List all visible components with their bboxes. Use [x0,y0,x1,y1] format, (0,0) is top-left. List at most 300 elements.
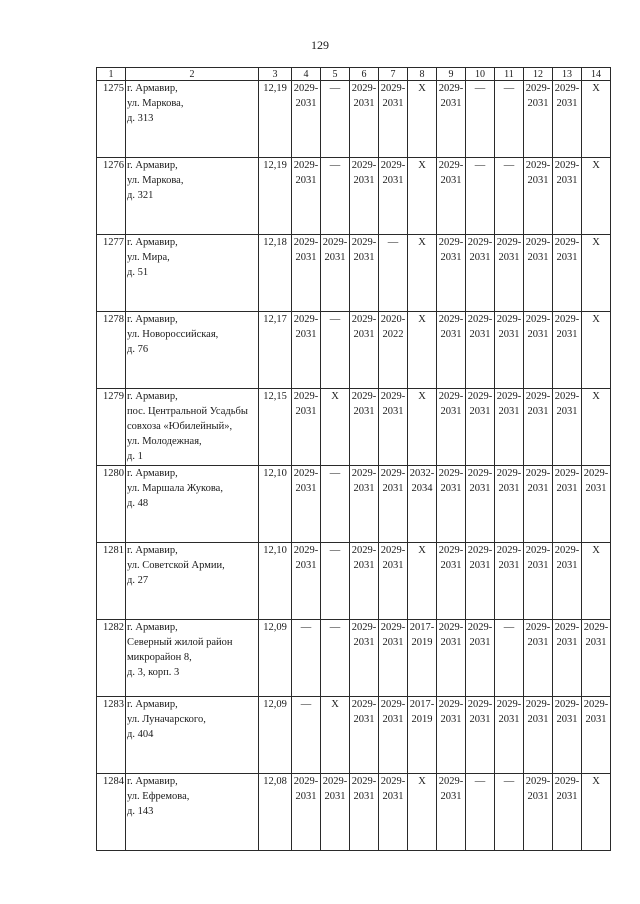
schedule-value: 2029- [293,545,319,556]
schedule-cell [321,774,350,851]
address-line: г. Армавир, [127,545,178,556]
schedule-cell [292,235,321,312]
schedule-value: 2029- [322,237,348,248]
address-cell [126,466,259,543]
schedule-value: — [329,468,341,479]
schedule-value: 2029- [438,160,464,171]
schedule-value: 2029- [351,545,377,556]
schedule-value: 2031 [527,483,549,494]
schedule-value: 2029- [525,468,551,479]
table-row [97,312,611,389]
schedule-value: 2019 [411,637,433,648]
schedule-cell [495,81,524,158]
schedule-value: 2031 [353,252,375,263]
schedule-value: 2029- [351,468,377,479]
schedule-cell [495,543,524,620]
address-line: г. Армавир, [127,160,178,171]
schedule-value: 2031 [556,406,578,417]
schedule-value: 2031 [556,175,578,186]
table-header-row [97,68,611,81]
schedule-cell [408,543,437,620]
schedule-value: 2031 [527,98,549,109]
column-header: 3 [259,68,292,81]
schedule-value: X [592,160,600,171]
schedule-value: 2029- [293,83,319,94]
schedule-value: 2031 [353,637,375,648]
schedule-cell [321,620,350,697]
area-cell: 12,15 [259,389,292,466]
schedule-cell [524,235,553,312]
address-line: Северный жилой район [127,637,233,648]
area-cell: 12,10 [259,543,292,620]
schedule-value: 2031 [353,175,375,186]
schedule-cell [408,81,437,158]
schedule-value: 2029- [554,83,580,94]
schedule-cell [350,312,379,389]
schedule-value: X [418,391,426,402]
schedule-cell [553,158,582,235]
schedule-value: 2031 [498,483,520,494]
schedule-value: 2029- [467,391,493,402]
schedule-cell [437,774,466,851]
schedule-cell [582,312,611,389]
schedule-value: 2031 [353,791,375,802]
schedule-cell [466,235,495,312]
column-header: 13 [553,68,582,81]
schedule-value: 2031 [469,560,491,571]
address-cell [126,697,259,774]
schedule-cell [321,81,350,158]
schedule-value: — [300,699,312,710]
column-header: 11 [495,68,524,81]
schedule-value: 2031 [527,637,549,648]
table-row [97,774,611,851]
schedule-value: 2031 [585,483,607,494]
schedule-value: 2031 [440,637,462,648]
schedule-cell [437,389,466,466]
schedule-value: 2017- [409,622,435,633]
schedule-cell [321,389,350,466]
schedule-value: 2029- [351,83,377,94]
schedule-value: — [503,160,515,171]
schedule-cell [495,620,524,697]
schedule-value: — [387,237,399,248]
schedule-cell [553,312,582,389]
schedule-value: 2031 [382,98,404,109]
address-cell [126,774,259,851]
schedule-value: 2031 [556,483,578,494]
address-line: д. 313 [127,113,154,124]
schedule-value: 2029- [351,776,377,787]
row-number: 1282 [97,620,126,697]
schedule-value: — [329,545,341,556]
schedule-value: 2031 [469,483,491,494]
row-number: 1277 [97,235,126,312]
address-cell [126,312,259,389]
schedule-cell [466,466,495,543]
schedule-value: — [329,622,341,633]
address-line: д. 76 [127,344,149,355]
area-cell: 12,19 [259,81,292,158]
schedule-cell [466,620,495,697]
schedule-cell [466,543,495,620]
schedule-value: 2029- [467,622,493,633]
schedule-value: 2029- [554,622,580,633]
address-line: ул. Маршала Жукова, [127,483,223,494]
schedule-cell [466,389,495,466]
schedule-value: 2029- [467,468,493,479]
schedule-value: — [329,83,341,94]
address-cell [126,81,259,158]
schedule-cell [466,312,495,389]
schedule-cell [553,697,582,774]
schedule-cell [524,466,553,543]
schedule-cell [437,543,466,620]
schedule-cell [292,81,321,158]
schedule-cell [321,235,350,312]
column-header: 1 [97,68,126,81]
schedule-value: 2031 [556,329,578,340]
address-cell [126,620,259,697]
schedule-value: 2031 [353,483,375,494]
schedule-cell [524,543,553,620]
schedule-cell [379,235,408,312]
schedule-value: 2029- [496,545,522,556]
schedule-value: — [503,83,515,94]
schedule-value: 2031 [382,175,404,186]
schedule-value: 2031 [440,329,462,340]
schedule-value: 2029- [496,699,522,710]
schedule-value: 2031 [295,175,317,186]
schedule-cell [350,389,379,466]
schedule-value: 2031 [585,637,607,648]
address-line: д. 48 [127,498,149,509]
schedule-cell [408,466,437,543]
schedule-cell [466,81,495,158]
schedule-value: — [474,776,486,787]
schedule-value: 2031 [469,406,491,417]
schedule-cell [582,389,611,466]
schedule-value: 2031 [295,560,317,571]
address-cell [126,235,259,312]
schedule-value: 2031 [440,252,462,263]
address-line: совхоза «Юбилейный», [127,421,233,432]
schedule-value: — [474,160,486,171]
schedule-cell [292,543,321,620]
address-line: д. 143 [127,806,154,817]
schedule-value: — [474,83,486,94]
schedule-value: 2029- [525,622,551,633]
schedule-value: X [592,545,600,556]
schedule-value: X [418,314,426,325]
schedule-value: 2029- [438,314,464,325]
schedule-value: 2029- [351,160,377,171]
schedule-value: 2031 [353,714,375,725]
table-row [97,697,611,774]
schedule-value: 2029- [525,237,551,248]
schedule-cell [553,543,582,620]
schedule-value: X [331,699,339,710]
row-number: 1281 [97,543,126,620]
column-header: 12 [524,68,553,81]
schedule-value: 2029- [554,545,580,556]
schedule-cell [495,697,524,774]
table-row [97,235,611,312]
schedule-value: 2031 [498,714,520,725]
address-line: г. Армавир, [127,699,178,710]
schedule-value: 2029- [322,776,348,787]
schedule-cell [582,697,611,774]
schedule-cell [495,235,524,312]
schedule-value: 2031 [556,98,578,109]
address-line: пос. Центральной Усадьбы [127,406,248,417]
column-header: 4 [292,68,321,81]
column-header: 14 [582,68,611,81]
schedule-cell [350,543,379,620]
schedule-value: 2029- [438,545,464,556]
schedule-cell [350,620,379,697]
schedule-value: 2029- [351,391,377,402]
schedule-cell [408,389,437,466]
schedule-cell [379,697,408,774]
address-line: ул. Маркова, [127,98,184,109]
address-line: ул. Новороссийская, [127,329,219,340]
address-line: ул. Маркова, [127,175,184,186]
address-line: ул. Мира, [127,252,170,263]
schedule-value: 2031 [295,483,317,494]
address-line: ул. Луначарского, [127,714,206,725]
column-header: 6 [350,68,379,81]
schedule-cell [379,389,408,466]
schedule-value: X [418,83,426,94]
schedule-value: 2031 [527,714,549,725]
column-header: 10 [466,68,495,81]
area-cell: 12,10 [259,466,292,543]
schedule-value: 2031 [556,791,578,802]
schedule-cell [379,466,408,543]
schedule-cell [582,543,611,620]
schedule-cell [379,312,408,389]
schedule-cell [350,158,379,235]
schedule-value: 2029- [525,545,551,556]
address-line: г. Армавир, [127,622,178,633]
table-row [97,158,611,235]
schedule-value: 2031 [527,406,549,417]
schedule-cell [437,697,466,774]
schedule-value: 2029- [293,468,319,479]
schedule-cell [292,389,321,466]
schedule-value: 2017- [409,699,435,710]
schedule-cell [379,81,408,158]
schedule-value: X [331,391,339,402]
schedule-value: 2031 [469,637,491,648]
schedule-value: 2029- [467,545,493,556]
schedule-value: 2031 [440,175,462,186]
schedule-value: 2029- [293,314,319,325]
schedule-value: 2029- [525,699,551,710]
schedule-cell [350,697,379,774]
schedule-cell [350,81,379,158]
schedule-cell [292,312,321,389]
schedule-cell [553,774,582,851]
schedule-value: 2031 [295,98,317,109]
schedule-value: 2031 [324,791,346,802]
schedule-value: 2031 [295,329,317,340]
capital-repair-schedule-table [96,67,611,851]
address-line: д. 27 [127,575,149,586]
schedule-value: 2029- [525,160,551,171]
schedule-cell [582,620,611,697]
schedule-value: 2031 [295,252,317,263]
schedule-cell [408,158,437,235]
schedule-value: 2031 [440,714,462,725]
row-number: 1278 [97,312,126,389]
schedule-value: 2029- [438,237,464,248]
schedule-value: 2031 [353,560,375,571]
table-row [97,620,611,697]
schedule-value: 2031 [382,560,404,571]
schedule-value: 2031 [440,791,462,802]
schedule-value: 2029- [438,699,464,710]
schedule-value: X [592,83,600,94]
schedule-value: 2031 [440,406,462,417]
schedule-value: 2029- [554,776,580,787]
schedule-value: X [418,545,426,556]
schedule-value: 2019 [411,714,433,725]
schedule-value: X [418,237,426,248]
schedule-value: 2029- [525,314,551,325]
column-header: 7 [379,68,408,81]
schedule-cell [495,312,524,389]
address-line: микрорайон 8, [127,652,192,663]
schedule-value: 2029- [293,160,319,171]
schedule-cell [437,312,466,389]
schedule-value: X [418,776,426,787]
address-line: г. Армавир, [127,468,178,479]
schedule-value: 2029- [525,391,551,402]
address-line: г. Армавир, [127,391,178,402]
schedule-value: 2031 [382,637,404,648]
schedule-value: 2031 [556,252,578,263]
schedule-value: 2029- [438,468,464,479]
schedule-value: 2020- [380,314,406,325]
schedule-cell [553,389,582,466]
schedule-value: 2031 [527,791,549,802]
address-line: д. 3, корп. 3 [127,667,180,678]
schedule-cell [495,389,524,466]
area-cell: 12,09 [259,620,292,697]
schedule-value: 2029- [380,699,406,710]
schedule-value: 2029- [380,83,406,94]
schedule-value: 2031 [440,98,462,109]
schedule-cell [495,466,524,543]
schedule-value: 2029- [525,83,551,94]
schedule-value: — [503,776,515,787]
schedule-value: 2031 [324,252,346,263]
schedule-value: 2031 [295,791,317,802]
schedule-cell [292,158,321,235]
schedule-value: 2031 [440,483,462,494]
schedule-value: 2031 [440,560,462,571]
schedule-value: 2031 [382,791,404,802]
schedule-value: X [592,391,600,402]
schedule-cell [437,235,466,312]
schedule-cell [408,697,437,774]
schedule-cell [321,543,350,620]
schedule-value: 2031 [556,714,578,725]
schedule-value: 2031 [527,560,549,571]
schedule-cell [437,466,466,543]
schedule-value: 2031 [382,714,404,725]
schedule-value: 2029- [496,237,522,248]
schedule-cell [582,466,611,543]
schedule-cell [582,158,611,235]
schedule-value: 2029- [438,622,464,633]
address-cell [126,158,259,235]
schedule-cell [292,466,321,543]
address-line: д. 321 [127,190,154,201]
schedule-cell [437,158,466,235]
schedule-value: 2031 [527,252,549,263]
address-line: д. 404 [127,729,154,740]
column-header: 9 [437,68,466,81]
address-line: г. Армавир, [127,237,178,248]
schedule-value: 2029- [583,699,609,710]
schedule-value: 2031 [556,560,578,571]
schedule-cell [292,620,321,697]
schedule-value: 2029- [583,468,609,479]
schedule-value: 2029- [496,314,522,325]
schedule-value: 2029- [554,237,580,248]
schedule-value: X [592,237,600,248]
schedule-value: 2031 [498,329,520,340]
row-number: 1276 [97,158,126,235]
row-number: 1279 [97,389,126,466]
schedule-cell [524,620,553,697]
schedule-cell [321,466,350,543]
page-number: 129 [311,38,329,52]
schedule-value: 2029- [351,622,377,633]
schedule-value: 2029- [293,776,319,787]
schedule-cell [379,774,408,851]
row-number: 1280 [97,466,126,543]
schedule-value: 2031 [295,406,317,417]
schedule-cell [350,235,379,312]
schedule-cell [292,697,321,774]
schedule-value: 2031 [353,406,375,417]
schedule-value: 2029- [351,314,377,325]
schedule-cell [408,620,437,697]
schedule-value: 2031 [469,329,491,340]
schedule-cell [553,466,582,543]
area-cell: 12,18 [259,235,292,312]
schedule-value: 2029- [525,776,551,787]
schedule-value: 2029- [438,776,464,787]
schedule-value: — [503,622,515,633]
schedule-cell [582,81,611,158]
schedule-value: 2034 [411,483,433,494]
address-cell [126,543,259,620]
schedule-cell [321,697,350,774]
schedule-value: 2032- [409,468,435,479]
schedule-cell [379,620,408,697]
schedule-cell [553,235,582,312]
schedule-cell [321,158,350,235]
schedule-value: 2029- [380,776,406,787]
schedule-value: 2031 [556,637,578,648]
schedule-value: X [418,160,426,171]
table-row [97,389,611,466]
